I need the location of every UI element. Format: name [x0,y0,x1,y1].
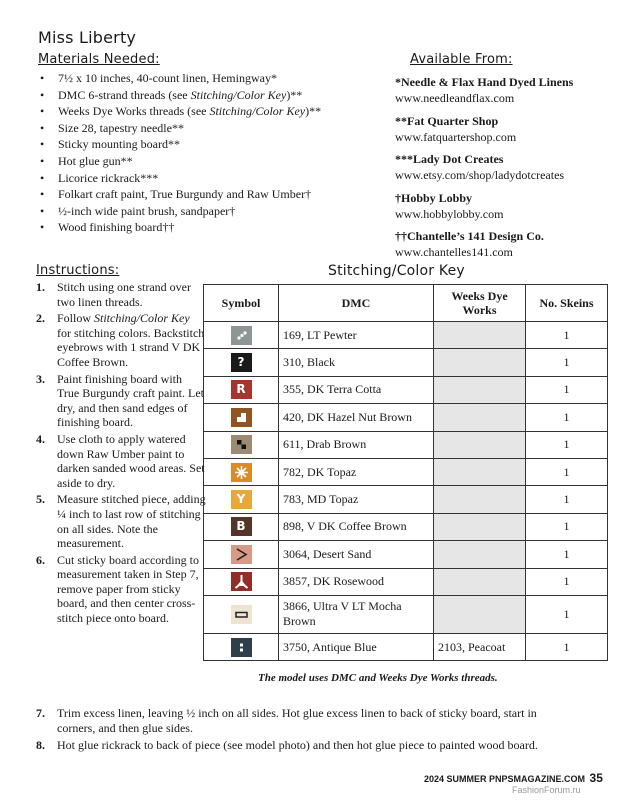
notch-square-icon [231,408,252,427]
symbol-cell [204,513,279,540]
page-number: 35 [589,771,603,785]
instruction-step [36,553,206,626]
dmc-cell: 3750, Antique Blue [279,633,434,660]
material-item: • Licorice rickrack*** [38,170,378,187]
available-from-heading: Available From: [410,52,513,67]
step-number: 5. [36,492,45,507]
wdw-cell [434,404,526,431]
source-url[interactable]: www.hobbylobby.com [395,206,504,221]
sources-list [395,74,605,267]
step-number: 1. [36,280,45,294]
colon-icon [231,638,252,657]
source-entry [395,74,605,106]
wdw-cell [434,322,526,349]
materials-list [38,70,378,236]
skeins-cell: 1 [526,568,608,595]
symbol-cell [204,568,279,595]
page-footer [424,771,603,785]
step-number: 8. [36,738,45,753]
table-row [204,404,608,431]
symbol-cell [204,431,279,458]
source-url[interactable]: www.etsy.com/shop/ladydotcreates [395,168,565,182]
step-text: Follow Stitching/Color Key for stitching colors. Backstitch eyebrows with 1 strand V DK Coffee Brown. [57,311,205,369]
source-name: *Needle & Flax Hand Dyed Linens [395,75,574,89]
instruction-steps-narrow [36,280,206,628]
page-title: Miss Liberty [38,28,137,47]
step-text: Cut sticky board according to measurement taken in Step 7, remove paper from sticky board, and then center cross-stitch piece onto board. [57,552,199,626]
material-item: • Size 28, tapestry needle** [38,120,378,137]
dmc-cell: 611, Drab Brown [279,431,434,458]
materials-heading: Materials Needed: [38,52,160,67]
dmc-cell: 898, V DK Coffee Brown [279,513,434,540]
bar-icon [231,605,252,624]
skeins-cell: 1 [526,595,608,633]
table-row [204,541,608,568]
step-text: Paint finishing board with True Burgundy craft paint. Let dry, and then sand edges of finishing board. [57,371,204,430]
skeins-cell: 1 [526,322,608,349]
source-name: **Fat Quarter Shop [395,113,499,128]
star-burst-icon [231,463,252,482]
dmc-cell: 355, DK Terra Cotta [279,376,434,403]
table-row [204,595,608,633]
wdw-cell [434,376,526,403]
instruction-step [36,738,556,753]
wdw-cell: 2103, Peacoat [434,633,526,660]
chevron-right-icon [231,545,252,564]
letter-r-icon [231,380,252,399]
step-number: 2. [36,311,45,326]
table-row [204,486,608,513]
step-text: Stitch using one strand over two linen threads. [57,280,191,309]
wdw-cell [434,458,526,485]
symbol-cell [204,541,279,568]
wdw-cell [434,541,526,568]
symbol-glyph: ? [237,355,245,370]
wdw-cell [434,513,526,540]
instruction-step [36,492,206,550]
checker-icon [231,435,252,454]
step-text: Trim excess linen, leaving ½ inch on all sides. Hot glue excess linen to back of sticky board, start in corners, and then glue sides. [57,706,537,735]
dmc-cell: 169, LT Pewter [279,322,434,349]
letter-y-icon [231,490,252,509]
table-row [204,431,608,458]
table-row [204,513,608,540]
source-entry [395,151,605,183]
step-text: Hot glue rickrack to back of piece (see model photo) and then hot glue piece to painted wood board. [57,738,538,753]
symbol-cell [204,322,279,349]
wdw-cell [434,486,526,513]
color-key-heading: Stitching/Color Key [328,263,465,279]
tripod-icon [231,572,252,591]
symbol-glyph: R [236,382,246,397]
dmc-cell: 420, DK Hazel Nut Brown [279,404,434,431]
material-item: • ½-inch wide paint brush, sandpaper† [38,203,378,220]
instruction-step [36,372,206,430]
watermark: FashionForum.ru [512,785,581,795]
dmc-cell: 310, Black [279,349,434,376]
color-key-table [203,284,608,661]
material-item: • Hot glue gun** [38,153,378,170]
dmc-cell: 3064, Desert Sand [279,541,434,568]
material-item: • DMC 6-strand threads (see Stitching/Color Key)** [38,87,378,104]
source-url[interactable]: www.fatquartershop.com [395,129,517,144]
material-item: • Weeks Dye Works threads (see Stitching/Color Key)** [38,103,378,120]
table-row [204,376,608,403]
skeins-cell: 1 [526,541,608,568]
source-name: ††Chantelle’s 141 Design Co. [395,229,544,243]
step-number: 4. [36,431,45,446]
dmc-cell: 782, DK Topaz [279,458,434,485]
symbol-column-header: Symbol [204,285,279,322]
instructions-heading: Instructions: [36,263,120,278]
symbol-cell [204,595,279,633]
skeins-cell: 1 [526,458,608,485]
source-name: ***Lady Dot Creates [395,152,504,166]
skeins-cell: 1 [526,633,608,660]
material-item: • 7½ x 10 inches, 40-count linen, Hemingway* [38,70,378,87]
source-entry [395,190,605,222]
dmc-column-header: DMC [279,285,434,322]
material-item: • Sticky mounting board** [38,136,378,153]
wdw-cell [434,431,526,458]
issue-label: 2024 SUMMER PNPSMAGAZINE.COM [424,774,586,784]
wdw-cell [434,568,526,595]
table-row [204,349,608,376]
instruction-step [36,280,206,309]
wdw-column-header: Weeks Dye Works [434,285,526,322]
step-text: Measure stitched piece, adding ¼ inch to last row of stitching on all sides. Note the measurement. [57,492,206,551]
question-icon [231,353,252,372]
skeins-cell: 1 [526,404,608,431]
symbol-cell [204,458,279,485]
source-name: †Hobby Lobby [395,190,473,205]
table-row [204,458,608,485]
wdw-cell [434,595,526,633]
skeins-cell: 1 [526,486,608,513]
dots-icon [231,326,252,345]
symbol-cell [204,486,279,513]
skeins-cell: 1 [526,431,608,458]
symbol-glyph: Y [236,492,246,507]
table-note: The model uses DMC and Weeks Dye Works threads. [258,672,498,684]
instruction-step [36,432,206,490]
step-number: 7. [36,706,45,720]
skeins-cell: 1 [526,349,608,376]
instruction-step [36,311,206,369]
step-text: Use cloth to apply watered down Raw Umber paint to darken sanded wood areas. Set aside to dry. [57,431,205,490]
symbol-cell [204,633,279,660]
instruction-step [36,706,556,735]
source-entry [395,228,605,260]
symbol-cell [204,404,279,431]
instruction-steps-wide [36,706,556,756]
skeins-column-header: No. Skeins [526,285,608,322]
letter-b-icon [231,517,252,536]
wdw-cell [434,349,526,376]
table-row [204,633,608,660]
symbol-cell [204,376,279,403]
skeins-cell: 1 [526,376,608,403]
dmc-cell: 3866, Ultra V LT Mocha Brown [279,595,434,633]
source-url[interactable]: www.chantelles141.com [395,245,513,259]
source-url[interactable]: www.needleandflax.com [395,91,515,105]
step-number: 3. [36,371,45,386]
material-item: • Folkart craft paint, True Burgundy and Raw Umber† [38,186,378,203]
table-header-row [204,285,608,322]
table-row [204,568,608,595]
dmc-cell: 3857, DK Rosewood [279,568,434,595]
material-item: • Wood finishing board†† [38,219,378,236]
source-entry [395,113,605,145]
dmc-cell: 783, MD Topaz [279,486,434,513]
symbol-glyph: B [236,519,246,534]
table-row [204,322,608,349]
skeins-cell: 1 [526,513,608,540]
step-number: 6. [36,552,45,567]
symbol-cell [204,349,279,376]
